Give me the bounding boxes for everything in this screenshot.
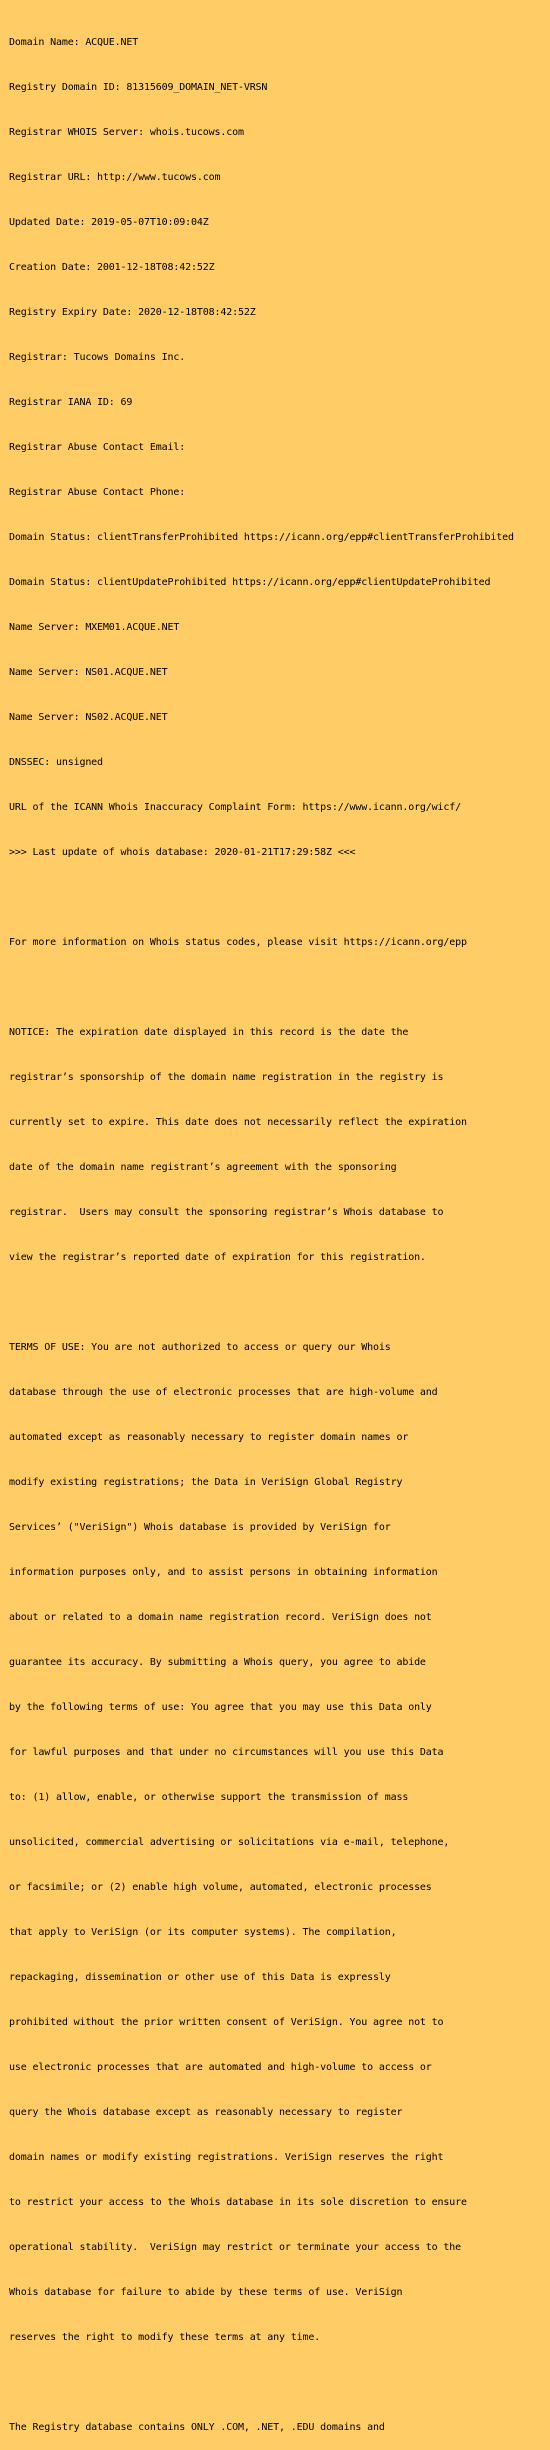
notice-line: currently set to expire. This date does not necessarily reflect the expiration	[9, 1117, 467, 1128]
notice-line: view the registrar’s reported date of expiration for this registration.	[9, 1252, 426, 1263]
terms-line: guarantee its accuracy. By submitting a Whois query, you agree to abide	[9, 1657, 426, 1668]
terms-line: database through the use of electronic processes that are high-volume and	[9, 1387, 438, 1398]
terms-line: domain names or modify existing registrations. VeriSign reserves the right	[9, 2152, 444, 2163]
terms-line: information purposes only, and to assist persons in obtaining information	[9, 1567, 438, 1578]
terms-line: automated except as reasonably necessary to register domain names or	[9, 1432, 409, 1443]
notice-line: NOTICE: The expiration date displayed in this record is the date the	[9, 1027, 409, 1038]
whois-registrar: Registrar: Tucows Domains Inc.	[9, 352, 186, 363]
terms-line: query the Whois database except as reasonably necessary to register	[9, 2107, 403, 2118]
terms-line: by the following terms of use: You agree that you may use this Data only	[9, 1702, 432, 1713]
blank-line	[9, 980, 550, 995]
whois-domain-status: Domain Status: clientTransferProhibited https://icann.org/epp#clientTransferProhibited	[9, 532, 514, 543]
whois-creation-date: Creation Date: 2001-12-18T08:42:52Z	[9, 262, 215, 273]
whois-status-info: For more information on Whois status codes, please visit https://icann.org/epp	[9, 937, 467, 948]
terms-line: reserves the right to modify these terms at any time.	[9, 2332, 321, 2343]
whois-dnssec: DNSSEC: unsigned	[9, 757, 103, 768]
whois-last-update: >>> Last update of whois database: 2020-01-21T17:29:58Z <<<	[9, 847, 356, 858]
terms-line: unsolicited, commercial advertising or solicitations via e-mail, telephone,	[9, 1837, 450, 1848]
whois-abuse-contact-phone: Registrar Abuse Contact Phone:	[9, 487, 186, 498]
terms-line: use electronic processes that are automated and high-volume to access or	[9, 2062, 432, 2073]
whois-abuse-contact-email: Registrar Abuse Contact Email:	[9, 442, 186, 453]
blank-line	[9, 890, 550, 905]
terms-line: prohibited without the prior written consent of VeriSign. You agree not to	[9, 2017, 444, 2028]
notice-line: registrar’s sponsorship of the domain name registration in the registry is	[9, 1072, 444, 1083]
terms-line: modify existing registrations; the Data in VeriSign Global Registry	[9, 1477, 403, 1488]
whois-domain-name: Domain Name: ACQUE.NET	[9, 37, 139, 48]
whois-registry-expiry-date: Registry Expiry Date: 2020-12-18T08:42:52Z	[9, 307, 256, 318]
terms-line: about or related to a domain name registration record. VeriSign does not	[9, 1612, 432, 1623]
terms-line: to: (1) allow, enable, or otherwise support the transmission of mass	[9, 1792, 409, 1803]
whois-registrar-iana-id: Registrar IANA ID: 69	[9, 397, 133, 408]
whois-registrar-whois-server: Registrar WHOIS Server: whois.tucows.com	[9, 127, 244, 138]
whois-name-server: Name Server: NS02.ACQUE.NET	[9, 712, 168, 723]
terms-line: for lawful purposes and that under no circumstances will you use this Data	[9, 1747, 444, 1758]
whois-registrar-url: Registrar URL: http://www.tucows.com	[9, 172, 221, 183]
whois-updated-date: Updated Date: 2019-05-07T10:09:04Z	[9, 217, 209, 228]
terms-line: that apply to VeriSign (or its computer systems). The compilation,	[9, 1927, 397, 1938]
blank-line	[9, 1295, 550, 1310]
terms-line: or facsimile; or (2) enable high volume, automated, electronic processes	[9, 1882, 432, 1893]
whois-name-server: Name Server: MXEM01.ACQUE.NET	[9, 622, 180, 633]
registry-note: The Registry database contains ONLY .COM, .NET, .EDU domains and	[9, 2422, 385, 2433]
whois-registry-domain-id: Registry Domain ID: 81315609_DOMAIN_NET-VRSN	[9, 82, 268, 93]
terms-line: TERMS OF USE: You are not authorized to access or query our Whois	[9, 1342, 391, 1353]
terms-line: to restrict your access to the Whois database in its sole discretion to ensure	[9, 2197, 467, 2208]
terms-line: Services’ ("VeriSign") Whois database is provided by VeriSign for	[9, 1522, 391, 1533]
terms-line: Whois database for failure to abide by these terms of use. VeriSign	[9, 2287, 403, 2298]
whois-name-server: Name Server: NS01.ACQUE.NET	[9, 667, 168, 678]
whois-icann-complaint-url: URL of the ICANN Whois Inaccuracy Complaint Form: https://www.icann.org/wicf/	[9, 802, 462, 813]
whois-domain-status: Domain Status: clientUpdateProhibited https://icann.org/epp#clientUpdateProhibited	[9, 577, 491, 588]
blank-line	[9, 2375, 550, 2390]
terms-line: repackaging, dissemination or other use of this Data is expressly	[9, 1972, 391, 1983]
notice-line: date of the domain name registrant’s agreement with the sponsoring	[9, 1162, 397, 1173]
terms-line: operational stability. VeriSign may restrict or terminate your access to the	[9, 2242, 462, 2253]
notice-line: registrar. Users may consult the sponsoring registrar’s Whois database to	[9, 1207, 444, 1218]
